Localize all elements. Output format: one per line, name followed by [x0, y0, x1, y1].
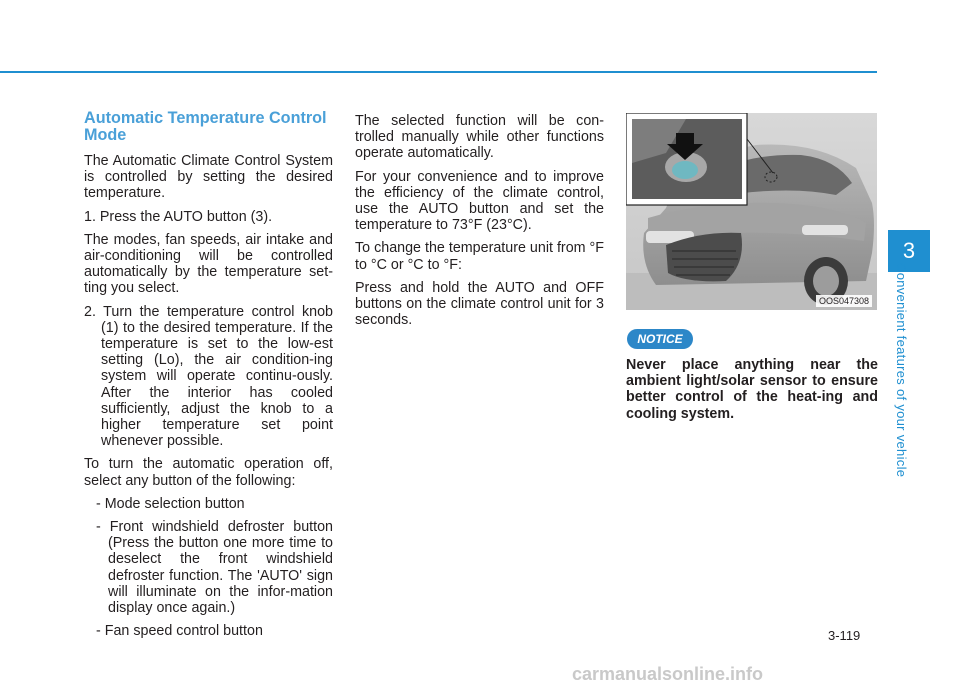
notice-badge: NOTICE	[627, 329, 693, 349]
watermark-text: carmanualsonline.info	[572, 664, 764, 684]
left-column	[84, 110, 333, 646]
manual-note: The selected function will be con-trolled manually while other functions operate automatically.	[355, 113, 604, 162]
off-button-item: - Mode selection button	[96, 495, 245, 512]
header-rule	[0, 71, 877, 73]
figure-caption: OOS047308	[816, 295, 872, 307]
step-1-detail: The modes, fan speeds, air intake and air-conditioning will be controlled automatically by the temperature set-ting you select.	[84, 231, 333, 297]
unit-change-intro: To change the temperature unit from °F to °C or °C to °F:	[355, 240, 604, 273]
step-2: 2. Turn the temperature control knob (1) to the desired temperature. If the temperature is set to the low-est setting (Lo), the air condition-ing system will operate continu-ously. After the interior has cooled sufficiently, adjust the knob to a higher temperature set point whenever possible.	[84, 303, 333, 450]
notice-text: Never place anything near the ambient light/solar sensor to ensure better control of the heat-ing and cooling system.	[626, 357, 878, 422]
unit-change-detail: Press and hold the AUTO and OFF buttons on the climate control unit for 3 seconds.	[355, 279, 604, 329]
section-heading: Automatic Temperature Control Mode	[84, 109, 327, 144]
car-sensor-figure	[626, 113, 877, 310]
off-button-item: - Fan speed control button	[96, 623, 263, 640]
page-number: 3-119	[828, 628, 861, 643]
recommendation: For your convenience and to improve the efficiency of the climate control, use the AUTO button and set the temperature to 73°F (23°C).	[355, 168, 604, 234]
car-illustration	[626, 113, 877, 310]
off-button-item: - Front windshield defroster button (Press the button one more time to deselect the front windshield defroster function. The 'AUTO' sign will illuminate on the infor-mation display once again.)	[96, 519, 333, 617]
chapter-number-tab: 3	[888, 230, 930, 272]
step-1: 1. Press the AUTO button (3).	[84, 208, 273, 225]
intro-paragraph: The Automatic Climate Control System is controlled by setting the desired temperature.	[84, 153, 333, 202]
middle-column	[355, 113, 604, 335]
chapter-title: Convenient features of your vehicle	[894, 263, 909, 478]
turn-off-intro: To turn the automatic operation off, select any button of the following:	[84, 456, 333, 489]
